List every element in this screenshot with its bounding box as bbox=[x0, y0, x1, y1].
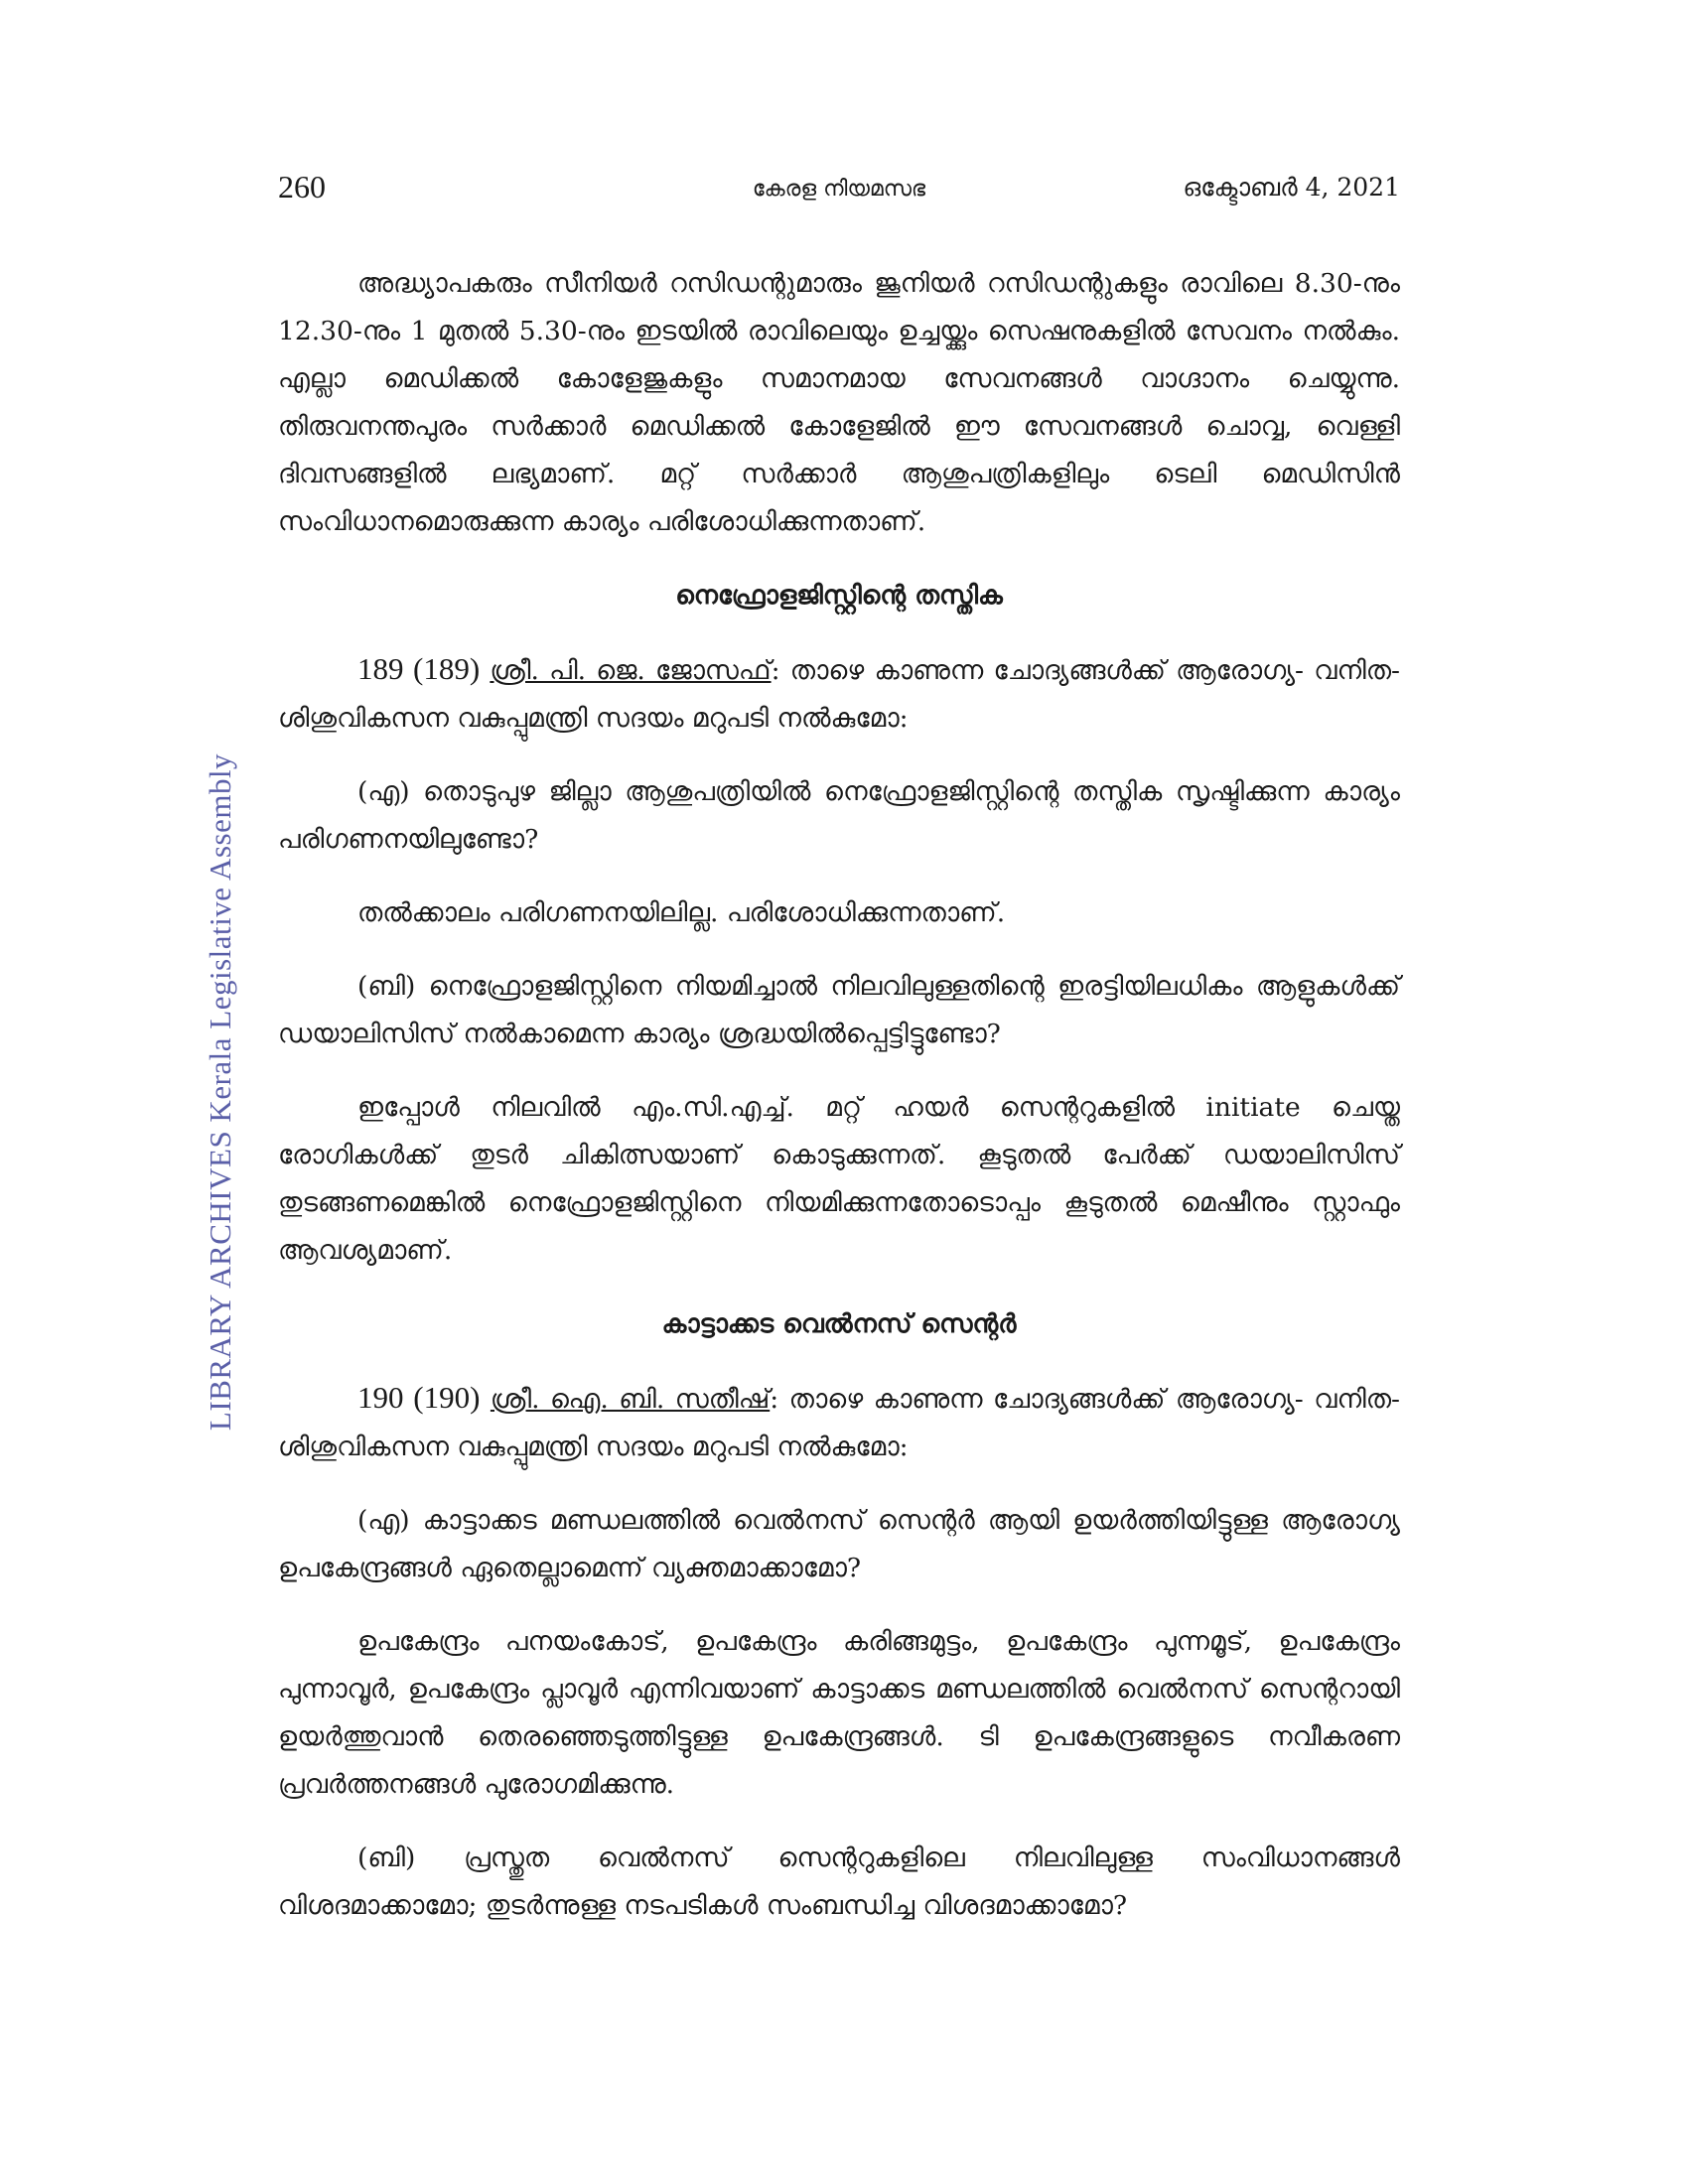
header-date: ഒക്ടോബർ 4, 2021 bbox=[1183, 173, 1400, 202]
page-header bbox=[278, 169, 1400, 218]
answer-189-a: തൽക്കാലം പരിഗണനയിലില്ല. പരിശോധിക്കുന്നതാണ്. bbox=[357, 897, 1006, 928]
question-189-b: (ബി) നെഫ്രോളജിസ്റ്റിനെ നിയമിച്ചാൽ നിലവിലുള്ളതിന്റെ ഇരട്ടിയിലധികം ആളുകൾക്ക് ഡയാലിസിസ് നൽകാമെന്ന കാര്യം ശ്രദ്ധയിൽപ്പെട്ടിട്ടുണ്ടോ? bbox=[278, 971, 1400, 1049]
running-title: കേരള നിയമസഭ bbox=[752, 177, 926, 202]
page-content bbox=[278, 260, 1400, 1956]
question-189-lead bbox=[278, 645, 1400, 743]
answer-189-b: ഇപ്പോൾ നിലവിൽ എം.സി.എച്ച്. മറ്റ് ഹയർ സെന്ററുകളിൽ initiate ചെയ്ത രോഗികൾക്ക് തുടർ ചികിത്സയാണ് കൊടുക്കുന്നത്. കൂടുതൽ പേർക്ക് ഡയാലിസിസ് തുടങ്ങണമെങ്കിൽ നെഫ്രോളജിസ്റ്റിനെ നിയമിക്കുന്നതോടൊപ്പം കൂടുതൽ മെഷീനും സ്റ്റാഫും ആവശ്യമാണ്. bbox=[278, 1092, 1400, 1266]
question-190-b: (ബി) പ്രസ്തുത വെൽനസ് സെന്ററുകളിലെ നിലവിലുള്ള സംവിധാനങ്ങൾ വിശദമാക്കാമോ; തുടർന്നുള്ള നടപടികൾ സംബന്ധിച്ച വിശദമാക്കാമോ? bbox=[278, 1843, 1400, 1921]
question-number: 190 (190) bbox=[357, 1380, 481, 1415]
page-number: 260 bbox=[278, 169, 326, 205]
intro-paragraph: അദ്ധ്യാപകരും സീനിയർ റസിഡന്റുമാരും ജൂനിയർ റസിഡന്റുകളും രാവിലെ 8.30-നും 12.30-നും 1 മുതൽ 5.30-നും ഇടയിൽ രാവിലെയും ഉച്ചയ്ക്കും സെഷനുകളിൽ സേവനം നൽകും. എല്ലാ മെഡിക്കൽ കോളേജുകളും സമാനമായ സേവനങ്ങൾ വാഗ്ദാനം ചെയ്യുന്നു. തിരുവനന്തപുരം സർക്കാർ മെഡിക്കൽ കോളേജിൽ ഈ സേവനങ്ങൾ ചൊവ്വ, വെള്ളി ദിവസങ്ങളിൽ ലഭ്യമാണ്. മറ്റ് സർക്കാർ ആശുപത്രികളിലും ടെലി മെഡിസിൻ സംവിധാനമൊരുക്കുന്ന കാര്യം പരിശോധിക്കുന്നതാണ്. bbox=[278, 268, 1400, 537]
member-name: ശ്രീ. പി. ജെ. ജോസഫ് bbox=[490, 655, 772, 686]
question-number: 189 (189) bbox=[357, 651, 481, 686]
lead-text: : താഴെ കാണുന്ന ചോദ്യങ്ങൾക്ക് ആരോഗ്യ- വനിത-ശിശുവികസന വകുപ്പുമന്ത്രി സദയം മറുപടി നൽകുമോ: bbox=[278, 655, 1400, 734]
archive-watermark: LIBRARY ARCHIVES Kerala Legislative Assembly bbox=[203, 752, 237, 1432]
answer-190-a: ഉപകേന്ദ്രം പനയംകോട്, ഉപകേന്ദ്രം കരിങ്ങമുട്ടം, ഉപകേന്ദ്രം പുന്നമൂട്, ഉപകേന്ദ്രം പുന്നാവൂർ, ഉപകേന്ദ്രം പ്ലാവൂർ എന്നിവയാണ് കാട്ടാക്കട മണ്ഡലത്തിൽ വെൽനസ് സെന്ററായി ഉയർത്തുവാൻ തെരഞ്ഞെടുത്തിട്ടുള്ള ഉപകേന്ദ്രങ്ങൾ. ടി ഉപകേന്ദ്രങ്ങളുടെ നവീകരണ പ്രവർത്തനങ്ങൾ പുരോഗമിക്കുന്നു. bbox=[278, 1626, 1400, 1800]
question-190-a: (എ) കാട്ടാക്കട മണ്ഡലത്തിൽ വെൽനസ് സെന്റർ ആയി ഉയർത്തിയിട്ടുള്ള ആരോഗ്യ ഉപകേന്ദ്രങ്ങൾ ഏതെല്ലാമെന്ന് വ്യക്തമാക്കാമോ? bbox=[278, 1505, 1400, 1583]
section-heading-189: നെഫ്രോളജിസ്റ്റിന്റെ തസ്തിക bbox=[675, 581, 1003, 611]
lead-text: : താഴെ കാണുന്ന ചോദ്യങ്ങൾക്ക് ആരോഗ്യ- വനിത-ശിശുവികസന വകുപ്പുമന്ത്രി സദയം മറുപടി നൽകുമോ: bbox=[278, 1384, 1400, 1462]
member-name: ശ്രീ. ഐ. ബി. സതീഷ് bbox=[490, 1384, 771, 1415]
section-heading-190: കാട്ടാക്കട വെൽനസ് സെന്റർ bbox=[661, 1309, 1017, 1339]
question-189-a: (എ) തൊടുപുഴ ജില്ലാ ആശുപത്രിയിൽ നെഫ്രോളജിസ്റ്റിന്റെ തസ്തിക സൃഷ്ടിക്കുന്ന കാര്യം പരിഗണനയിലുണ്ടോ? bbox=[278, 776, 1400, 855]
question-190-lead bbox=[278, 1374, 1400, 1471]
